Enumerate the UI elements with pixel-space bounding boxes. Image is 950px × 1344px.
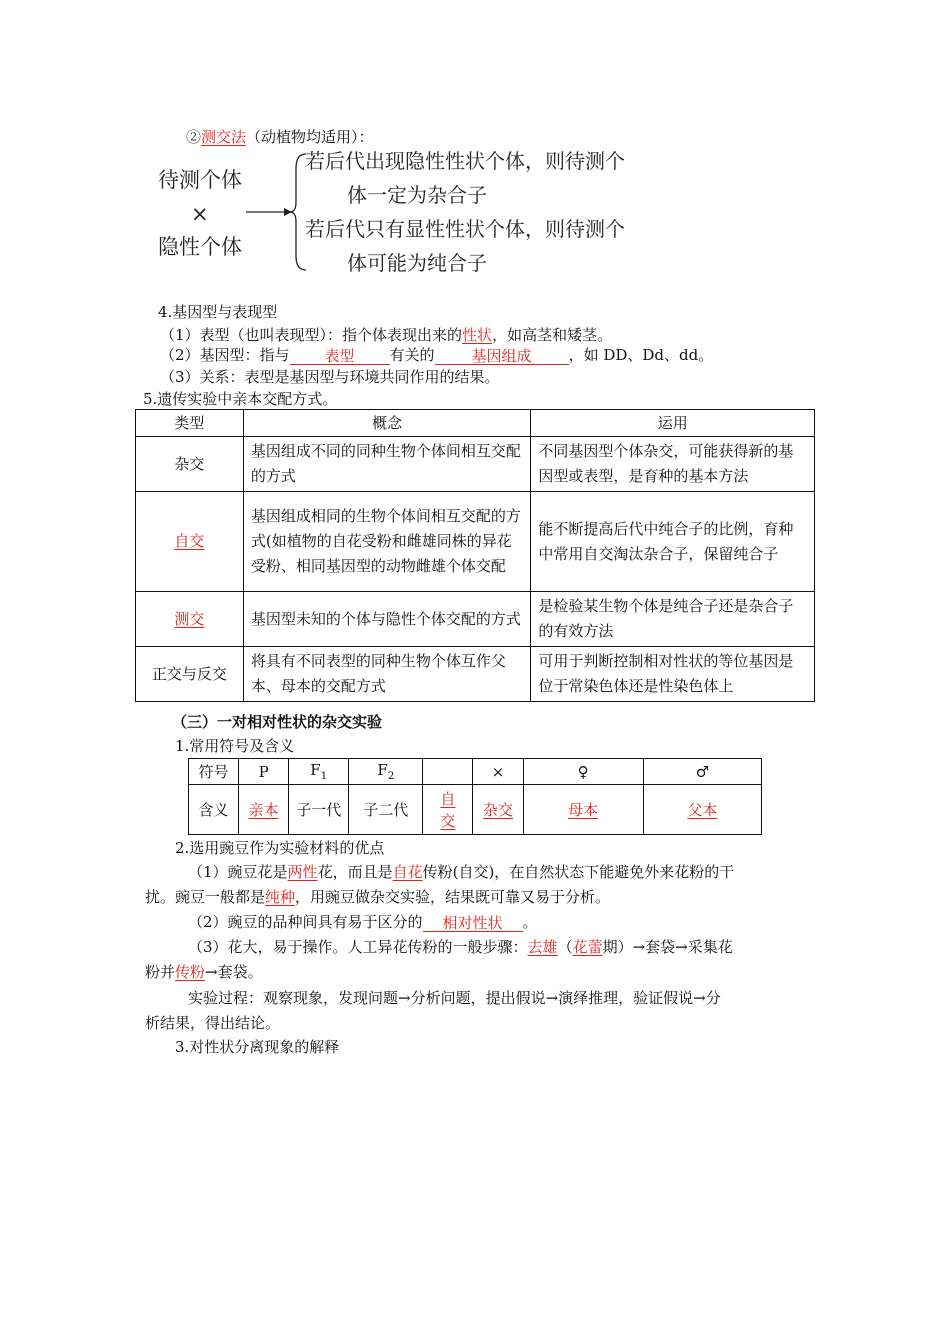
method-name: 测交法: [201, 128, 247, 146]
p3-answer1: 去雄: [527, 938, 558, 956]
meanings-row: [189, 785, 762, 835]
item1-answer: 性状: [462, 326, 493, 344]
p1-answer1: 两性: [287, 863, 318, 881]
item2-blank1: [290, 346, 390, 365]
advantage-para1: （1）豌豆花是两性花，而且是自花传粉(自交)，在自然状态下能避免外来花粉的干 扰。豌豆一般都是纯种，用豌豆做杂交实验，结果既可靠又易于分析。: [145, 863, 735, 906]
table-row: [136, 647, 815, 702]
method-marker: ②: [186, 128, 202, 146]
row-use: 是检验某生物个体是纯合子还是杂合子的有效方法: [531, 592, 815, 647]
row-use: 不同基因型个体杂交，可能获得新的基因型或表型，是育种的基本方法: [531, 437, 815, 492]
row-type: 正交与反交: [136, 647, 244, 702]
part3-sub2: 2.选用豌豆作为实验材料的优点: [175, 839, 385, 857]
section4-title: 4.基因型与表现型: [158, 303, 278, 321]
section4-item1: [160, 325, 612, 345]
part3-sub1: 1.常用符号及含义: [175, 737, 295, 755]
symbols-header: 符号: [189, 759, 239, 785]
item2-suffix: ，如 DD、Dd、dd。: [568, 346, 714, 364]
diagram-result2-line1: 若后代只有显性性状个体，则待测个: [305, 217, 625, 241]
part3-heading: （三）一对相对性状的杂交实验: [172, 713, 383, 731]
section5-title: 5.遗传实验中亲本交配方式。: [143, 390, 338, 408]
section4-item2: [160, 345, 713, 365]
row-type: 测交: [174, 609, 205, 628]
header-concept: 概念: [243, 410, 531, 437]
row-concept: 基因型未知的个体与隐性个体交配的方式: [243, 592, 531, 647]
symbol-subscript: 1: [320, 771, 328, 782]
item2-mid: 有关的: [389, 346, 435, 364]
part3-sub3: 3.对性状分离现象的解释: [175, 1038, 340, 1056]
experiment-process: [145, 986, 815, 1036]
diagram-result2-line2: 体可能为纯合子: [347, 251, 487, 275]
meaning-cell: 杂交: [482, 801, 513, 819]
symbols-table: [188, 758, 762, 835]
symbol-cell: P: [239, 759, 289, 785]
process-line2: 析结果，得出结论。: [145, 1014, 281, 1032]
p1-answer2: 自花: [392, 863, 423, 881]
row-type: 杂交: [136, 437, 244, 492]
table-row: [136, 592, 815, 647]
mating-types-table: [135, 409, 815, 702]
meaning-cell: 母本: [568, 801, 599, 819]
p1-answer3: 纯种: [265, 888, 296, 906]
item1-suffix: ，如高茎和矮茎。: [492, 326, 613, 344]
section4-item3: （3）关系：表型是基因型与环境共同作用的结果。: [160, 368, 500, 386]
header-use: 运用: [531, 410, 815, 437]
meaning-self-line1: 自: [440, 789, 456, 808]
diagram-cross-symbol: ×: [191, 202, 209, 226]
item1-prefix: （1）表型（也叫表现型）：指个体表现出来的: [160, 326, 463, 344]
brace-icon: [290, 154, 306, 270]
symbol-cell: $F_1$: [289, 759, 349, 785]
symbol-cell: ×: [473, 759, 523, 785]
diagram-arrow-brace: [240, 150, 310, 274]
meaning-cell: 子二代: [349, 785, 423, 835]
symbol-cell: ♂: [643, 759, 761, 785]
symbol-cell: ♀: [523, 759, 643, 785]
symbols-row: [189, 759, 762, 785]
p2-answer: 相对性状: [442, 914, 503, 932]
row-use: 可用于判断控制相对性状的等位基因是位于常染色体还是性染色体上: [531, 647, 815, 702]
meaning-self-line2: 交: [440, 811, 456, 830]
method-title-line: [186, 127, 374, 147]
p3-answer2: 花蕾: [572, 938, 603, 956]
row-concept: 基因组成相同的生物个体间相互交配的方式(如植物的自花受粉和雌雄同株的异花受粉、相同基因型的动物雌雄个体交配: [243, 492, 531, 592]
row-type: 自交: [174, 532, 205, 550]
diagram-recessive-individual: 隐性个体: [158, 235, 242, 259]
advantage-para3: （3）花大，易于操作。人工异花传粉的一般步骤：去雄（花蕾期）→套袋→采集花 粉并传粉→套袋。: [145, 938, 733, 981]
symbol-cell: $F_2$: [349, 759, 423, 785]
diagram-result1-line1: 若后代出现隐性性状个体，则待测个: [305, 149, 625, 173]
method-note: （动植物均适用）：: [246, 128, 374, 146]
diagram-tested-individual: 待测个体: [158, 168, 242, 192]
item2-blank2: [435, 346, 569, 365]
table-row: [136, 492, 815, 592]
p2-blank: [423, 913, 523, 932]
row-concept: 将具有不同表型的同种生物个体互作父本、母本的交配方式: [243, 647, 531, 702]
meaning-cell: 亲本: [248, 801, 279, 819]
process-line1: 实验过程：观察现象，发现问题→分析问题，提出假说→演绎推理，验证假说→分: [188, 989, 721, 1007]
item2-answer2: 基因组成: [471, 347, 532, 365]
symbol-cell-empty: [423, 759, 473, 785]
item2-answer1: 表型: [324, 347, 355, 365]
row-concept: 基因组成不同的同种生物个体间相互交配的方式: [243, 437, 531, 492]
diagram-result1-line2: 体一定为杂合子: [347, 183, 487, 207]
p3-answer3: 传粉: [175, 963, 206, 981]
table-header-row: [136, 410, 815, 437]
row-use: 能不断提高后代中纯合子的比例，育种中常用自交淘汰杂合子，保留纯合子: [531, 492, 815, 592]
symbol-subscript: 2: [387, 771, 395, 782]
meaning-cell: 子一代: [289, 785, 349, 835]
item2-prefix: （2）基因型：指与: [160, 346, 290, 364]
meaning-cell: 父本: [687, 801, 718, 819]
meanings-header: 含义: [189, 785, 239, 835]
header-type: 类型: [136, 410, 244, 437]
table-row: [136, 437, 815, 492]
advantage-para2: （2）豌豆的品种间具有易于区分的 相对性状 。: [188, 913, 538, 932]
